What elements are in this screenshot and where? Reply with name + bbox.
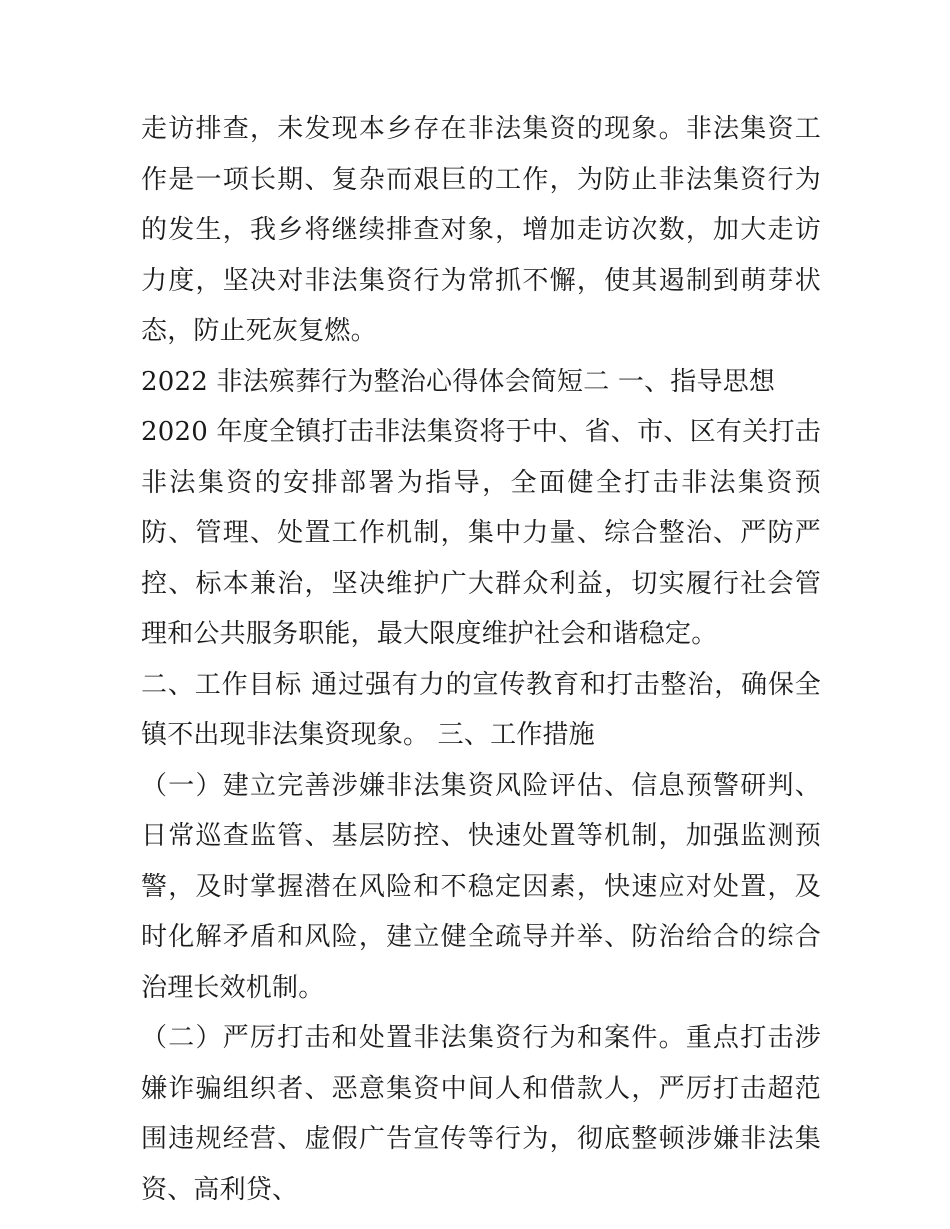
paragraph-work-goal: 二、工作目标 通过强有力的宣传教育和打击整治，确保全镇不出现非法集资现象。 三、工作措施 (141, 669, 821, 750)
document-body (141, 104, 821, 1215)
paragraph-measure-one: （一）建立完善涉嫌非法集资风险评估、信息预警研判、日常巡查监管、基层防控、快速处置等机制，加强监测预警，及时掌握潜在风险和不稳定因素，快速应对处置，及时化解矛盾和风险，建立健全疏导并举、防治给合的综合治理长效机制。 (141, 770, 821, 1003)
paragraph-intro-closing: 走访排查，未发现本乡存在非法集资的现象。非法集资工作是一项长期、复杂而艰巨的工作，为防止非法集资行为的发生，我乡将继续排查对象，增加走访次数，加大走访力度，坚决对非法集资行为常抓不懈，使其遏制到萌芽状态，防止死灰复燃。 (141, 114, 821, 346)
paragraph-measure-two: （二）严厉打击和处置非法集资行为和案件。重点打击涉嫌诈骗组织者、恶意集资中间人和借款人，严厉打击超范围违规经营、虚假广告宣传等行为，彻底整顿涉嫌非法集资、高利贷、 (141, 1023, 821, 1205)
paragraph-guiding-thought: 2020 年度全镇打击非法集资将于中、省、市、区有关打击非法集资的安排部署为指导，全面健全打击非法集资预防、管理、处置工作机制，集中力量、综合整治、严防严控、标本兼治，坚决维护广大群众利益，切实履行社会管理和公共服务职能，最大限度维护社会和谐稳定。 (141, 417, 821, 649)
section-title: 2022 非法殡葬行为整治心得体会简短二 一、指导思想 (141, 366, 776, 397)
